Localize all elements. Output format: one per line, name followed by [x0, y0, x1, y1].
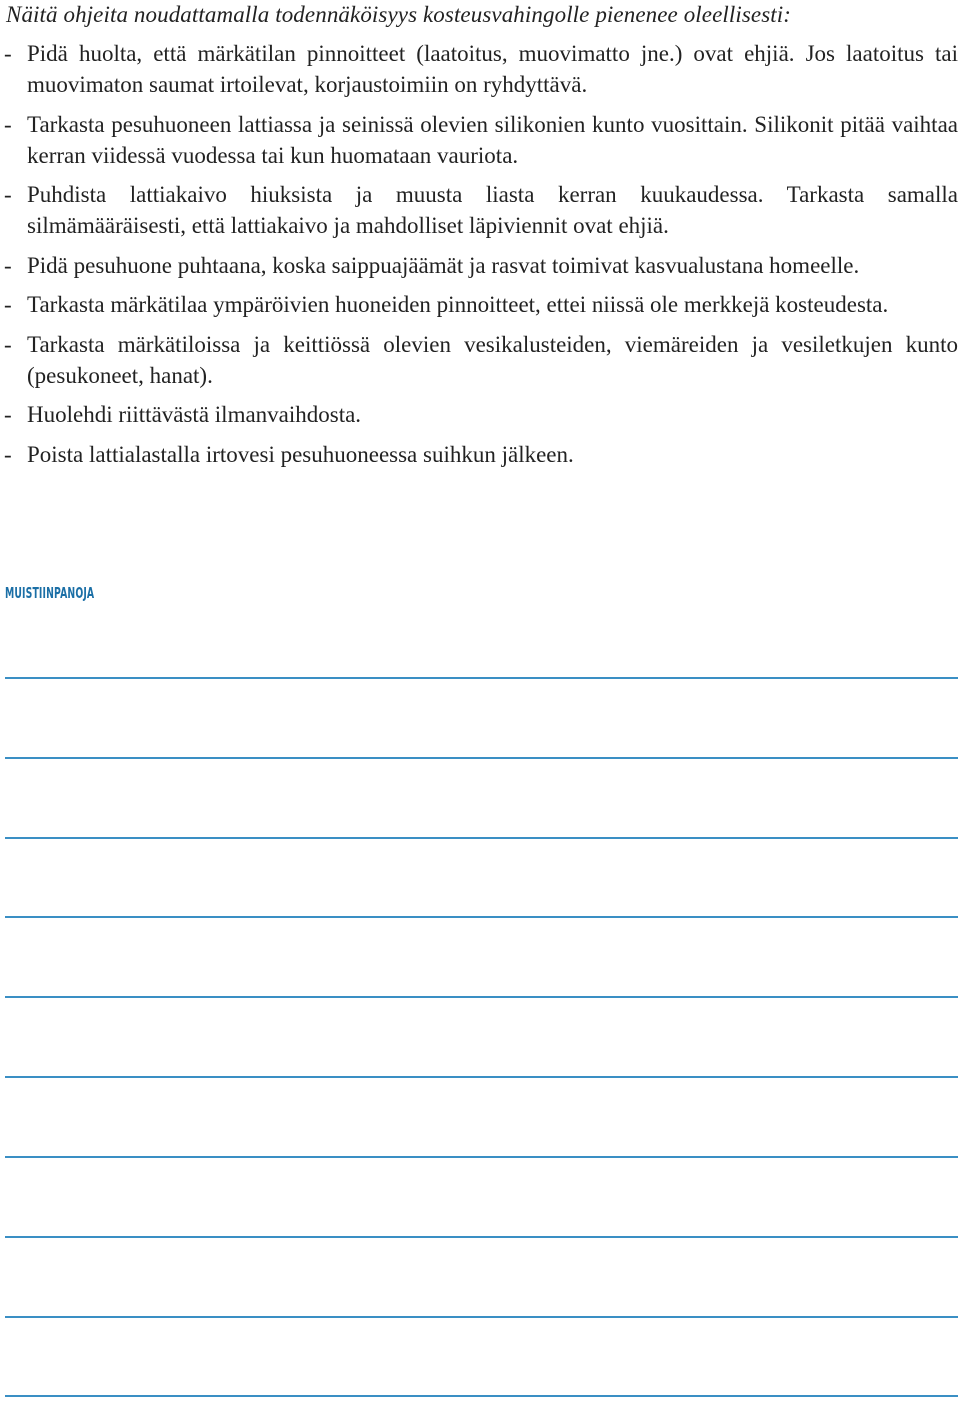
list-item-text: Pidä pesuhuone puhtaana, koska saippuajäämät ja rasvat toimivat kasvualustana homeelle. [27, 252, 860, 278]
list-item [4, 38, 958, 100]
note-line [5, 1316, 958, 1318]
list-item [4, 399, 958, 430]
bullet-dash: - [4, 441, 12, 467]
list-item-text: Puhdista lattiakaivo hiuksista ja muusta liasta kerran kuukaudessa. Tarkasta samalla silmämääräisesti, että lattiakaivo ja mahdolliset läpiviennit ovat ehjiä. [27, 182, 958, 238]
note-line [5, 1156, 958, 1158]
note-line [5, 677, 958, 679]
list-item [4, 329, 958, 391]
bullet-dash: - [4, 331, 12, 357]
list-item-text: Tarkasta märkätilaa ympäröivien huoneiden pinnoitteet, ettei niissä ole merkkejä kosteudesta. [27, 292, 889, 317]
list-item [4, 250, 958, 281]
note-line [5, 996, 958, 998]
bullet-dash: - [4, 182, 12, 207]
list-item-text: Tarkasta märkätiloissa ja keittiössä olevien vesikalusteiden, viemäreiden ja vesiletkujen kunto (pesukoneet, hanat). [27, 331, 958, 388]
list-item-text: Poista lattialastalla irtovesi pesuhuoneessa suihkun jälkeen. [27, 441, 574, 467]
bullet-dash: - [4, 402, 12, 427]
list-item-text: Huolehdi riittävästä ilmanvaihdosta. [27, 402, 362, 427]
instructions-list [4, 38, 958, 478]
list-item [4, 179, 958, 241]
list-item [4, 439, 958, 470]
note-line [5, 837, 958, 839]
bullet-dash: - [4, 252, 12, 278]
list-item-text: Tarkasta pesuhuoneen lattiassa ja seinissä olevien silikonien kunto vuosittain. Silikonit pitää vaihtaa kerran viidessä vuodessa tai kun huomataan vauriota. [27, 111, 958, 168]
list-item [4, 289, 958, 320]
bullet-dash: - [4, 41, 12, 66]
note-line [5, 916, 958, 918]
note-line [5, 1395, 958, 1397]
instructions-heading: Näitä ohjeita noudattamalla todennäköisyys kosteusvahingolle pienenee oleellisesti: [6, 2, 792, 27]
bullet-dash: - [4, 292, 12, 317]
notes-label: MUISTIINPANOJA [5, 584, 95, 602]
list-item [4, 109, 958, 171]
note-line [5, 1076, 958, 1078]
bullet-dash: - [4, 111, 12, 137]
list-item-text: Pidä huolta, että märkätilan pinnoitteet (laatoitus, muovimatto jne.) ovat ehjiä. Jos laatoitus tai muovimaton saumat irtoilevat, korjaustoimiin on ryhdyttävä. [27, 41, 958, 97]
note-line [5, 757, 958, 759]
note-line [5, 1236, 958, 1238]
